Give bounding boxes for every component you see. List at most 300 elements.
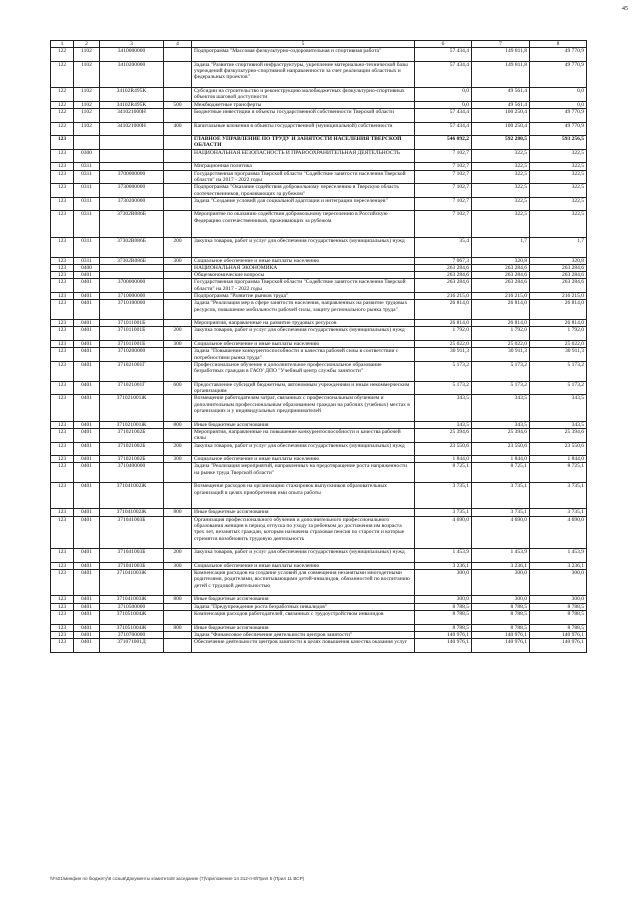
cell-expense-type bbox=[164, 516, 192, 549]
cell-section: 1102 bbox=[74, 122, 100, 136]
cell-target-article: 34102R495K bbox=[100, 88, 164, 102]
cell-expense-type bbox=[164, 348, 192, 362]
cell-amount-2020: 7 102,7 bbox=[415, 170, 472, 184]
cell-amount-2022: 300,0 bbox=[530, 570, 587, 596]
cell-amount-2021: 322,5 bbox=[472, 149, 530, 163]
cell-amount-2022: 140 976,1 bbox=[530, 631, 587, 638]
table-row bbox=[51, 509, 587, 516]
cell-amount-2021: 49 561,4 bbox=[472, 101, 530, 108]
cell-amount-2020: 7 067,3 bbox=[415, 257, 472, 264]
cell-ministry: 123 bbox=[51, 184, 74, 198]
cell-amount-2022: 3 236,1 bbox=[530, 562, 587, 569]
cell-section: 0311 bbox=[74, 257, 100, 264]
cell-amount-2021: 1,7 bbox=[472, 237, 530, 257]
cell-amount-2021: 140 976,1 bbox=[472, 639, 530, 653]
cell-amount-2022: 49 770,9 bbox=[530, 48, 587, 62]
cell-name: Организация профессионального обучения и дополнительного профессионального образования женщин в период отпуска по уходу за ребенком до достижения им возраста трех лет, незанятых граждан, которым назначена страховая пенсия по старости и которые стремятся возобновить трудовую деятельность bbox=[192, 516, 415, 549]
cell-name: Задача "Развитие спортивной инфраструктуры, укрепление материально-технической базы учреждений физкультурно-спортивной направленности за счет реализации областных и федеральных проектов" bbox=[192, 61, 415, 87]
cell-amount-2020: 3 735,1 bbox=[415, 483, 472, 509]
cell-ministry: 123 bbox=[51, 442, 74, 456]
cell-expense-type bbox=[164, 279, 192, 293]
cell-amount-2020: 263 284,6 bbox=[415, 279, 472, 293]
cell-section: 1102 bbox=[74, 48, 100, 62]
cell-expense-type bbox=[164, 395, 192, 421]
cell-name: Закупка товаров, работ и услуг для обеспечения государственных (муниципальных) нужд bbox=[192, 327, 415, 341]
cell-amount-2021: 343,5 bbox=[472, 395, 530, 421]
cell-ministry: 123 bbox=[51, 341, 74, 348]
cell-target-article: 371041003Б bbox=[100, 516, 164, 549]
budget-table-sheet bbox=[50, 40, 586, 653]
cell-amount-2021: 1 453,9 bbox=[472, 549, 530, 563]
cell-name: Задача "Финансовое обеспечение деятельности центров занятости" bbox=[192, 631, 415, 638]
cell-target-article: 341021000Н bbox=[100, 122, 164, 136]
table-row bbox=[51, 428, 587, 442]
cell-target-article: 371021001Г bbox=[100, 361, 164, 381]
cell-amount-2020: 7 102,7 bbox=[415, 211, 472, 237]
cell-amount-2022: 1,7 bbox=[530, 237, 587, 257]
table-row bbox=[51, 361, 587, 381]
cell-amount-2020: 23 550,6 bbox=[415, 442, 472, 456]
table-row bbox=[51, 639, 587, 653]
cell-name: Социальное обеспечение и иные выплаты населению bbox=[192, 257, 415, 264]
cell-section: 0401 bbox=[74, 279, 100, 293]
cell-name: Подпрограмма "Оказание содействия добровольному переселению в Тверскую область соотечественников, проживающих за рубежом" bbox=[192, 184, 415, 198]
cell-name: Иные бюджетные ассигнования bbox=[192, 421, 415, 428]
table-row bbox=[51, 562, 587, 569]
cell-ministry: 123 bbox=[51, 516, 74, 549]
cell-name: Профессиональное обучение и дополнительное профессиональное образование безработных граждан в ГАОУ ДПО "Учебный центр службы занятости" bbox=[192, 361, 415, 381]
cell-section: 0401 bbox=[74, 639, 100, 653]
cell-amount-2022: 26 814,0 bbox=[530, 300, 587, 320]
cell-amount-2020: 7 102,7 bbox=[415, 163, 472, 170]
cell-expense-type bbox=[164, 272, 192, 279]
cell-target-article: 3410000000 bbox=[100, 48, 164, 62]
cell-amount-2020: 8 788,5 bbox=[415, 610, 472, 624]
cell-amount-2022: 0,0 bbox=[530, 88, 587, 102]
cell-name: Задача "Реализация мер в сфере занятости населения, направленных на развитие трудовых ресурсов, повышение мобильности рабочей силы, защиту регионального рынка труда" bbox=[192, 300, 415, 320]
table-row bbox=[51, 149, 587, 163]
cell-ministry: 123 bbox=[51, 279, 74, 293]
cell-ministry: 122 bbox=[51, 48, 74, 62]
cell-expense-type: 300 bbox=[164, 456, 192, 463]
cell-amount-2021: 8 788,5 bbox=[472, 624, 530, 631]
cell-ministry: 123 bbox=[51, 631, 74, 638]
cell-amount-2021: 322,5 bbox=[472, 211, 530, 237]
cell-amount-2020: 8 788,5 bbox=[415, 603, 472, 610]
cell-amount-2020: 5 173,2 bbox=[415, 381, 472, 395]
cell-ministry: 123 bbox=[51, 348, 74, 362]
cell-amount-2020: 546 092,2 bbox=[415, 136, 472, 150]
cell-amount-2021: 3 735,1 bbox=[472, 509, 530, 516]
col-7-header: 7 bbox=[472, 41, 530, 48]
footer-file-path: \\Fs01\минфин по бюджету\8 созыв\Документы комитета\8 заседание (7)\приложение 14 312-п-8\Прил 5 (Прил 11 ВСР) bbox=[50, 876, 305, 881]
cell-name: Миграционная политика bbox=[192, 163, 415, 170]
cell-amount-2022: 322,5 bbox=[530, 170, 587, 184]
table-row bbox=[51, 197, 587, 211]
cell-target-article: 371021001Ж bbox=[100, 421, 164, 428]
cell-expense-type bbox=[164, 361, 192, 381]
cell-amount-2020: 300,0 bbox=[415, 570, 472, 596]
cell-target-article: 371021001Г bbox=[100, 381, 164, 395]
cell-name: Социальное обеспечение и иные выплаты населению bbox=[192, 456, 415, 463]
table-row bbox=[51, 279, 587, 293]
cell-amount-2022: 26 814,0 bbox=[530, 320, 587, 327]
cell-amount-2021: 140 976,1 bbox=[472, 631, 530, 638]
table-row bbox=[51, 101, 587, 108]
cell-amount-2022: 322,5 bbox=[530, 163, 587, 170]
cell-target-article: 3710100000 bbox=[100, 300, 164, 320]
table-row bbox=[51, 163, 587, 170]
cell-name: Государственная программа Тверской области "Содействие занятости населения Тверской области" на 2017 - 2022 годы bbox=[192, 279, 415, 293]
cell-amount-2020: 3 236,1 bbox=[415, 562, 472, 569]
table-row bbox=[51, 463, 587, 483]
cell-expense-type bbox=[164, 136, 192, 150]
cell-amount-2021: 8 788,5 bbox=[472, 603, 530, 610]
cell-section: 0401 bbox=[74, 341, 100, 348]
cell-expense-type bbox=[164, 320, 192, 327]
cell-amount-2021: 322,5 bbox=[472, 197, 530, 211]
cell-amount-2022: 49 770,9 bbox=[530, 61, 587, 87]
cell-amount-2022: 300,0 bbox=[530, 596, 587, 603]
cell-amount-2022: 322,5 bbox=[530, 149, 587, 163]
table-row bbox=[51, 516, 587, 549]
cell-amount-2021: 4 690,0 bbox=[472, 516, 530, 549]
cell-name: Иные бюджетные ассигнования bbox=[192, 596, 415, 603]
cell-expense-type: 800 bbox=[164, 596, 192, 603]
cell-amount-2021: 322,5 bbox=[472, 170, 530, 184]
cell-section: 0311 bbox=[74, 197, 100, 211]
page-number: 45 bbox=[622, 6, 628, 12]
table-row bbox=[51, 624, 587, 631]
table-row bbox=[51, 320, 587, 327]
cell-section: 0401 bbox=[74, 610, 100, 624]
cell-section: 0401 bbox=[74, 272, 100, 279]
cell-amount-2021: 320,8 bbox=[472, 257, 530, 264]
cell-target-article: 371021002Б bbox=[100, 442, 164, 456]
cell-amount-2020: 263 284,6 bbox=[415, 272, 472, 279]
cell-target-article: 3730000000 bbox=[100, 184, 164, 198]
cell-amount-2021: 343,5 bbox=[472, 421, 530, 428]
table-row bbox=[51, 61, 587, 87]
table-row bbox=[51, 327, 587, 341]
cell-target-article bbox=[100, 149, 164, 163]
cell-name: Закупка товаров, работ и услуг для обеспечения государственных (муниципальных) нужд bbox=[192, 237, 415, 257]
cell-amount-2021: 149 811,8 bbox=[472, 61, 530, 87]
cell-ministry: 123 bbox=[51, 570, 74, 596]
cell-amount-2022: 263 284,6 bbox=[530, 279, 587, 293]
cell-amount-2021: 149 811,8 bbox=[472, 48, 530, 62]
cell-amount-2022: 263 284,6 bbox=[530, 272, 587, 279]
cell-ministry: 123 bbox=[51, 320, 74, 327]
cell-target-article bbox=[100, 163, 164, 170]
cell-section: 0401 bbox=[74, 361, 100, 381]
cell-amount-2020: 343,5 bbox=[415, 421, 472, 428]
cell-name: Мероприятия, направленные на повышение конкурентоспособности и качества рабочей силы bbox=[192, 428, 415, 442]
cell-amount-2020: 8 725,1 bbox=[415, 463, 472, 483]
table-row bbox=[51, 603, 587, 610]
cell-section: 0401 bbox=[74, 624, 100, 631]
cell-target-article: 37302R086Б bbox=[100, 211, 164, 237]
cell-section: 1102 bbox=[74, 101, 100, 108]
cell-expense-type: 400 bbox=[164, 122, 192, 136]
cell-ministry: 122 bbox=[51, 108, 74, 122]
cell-amount-2021: 1 792,0 bbox=[472, 327, 530, 341]
cell-name: Субсидии на строительство и реконструкцию малобюджетных физкультурно-спортивных объектов шаговой доступности bbox=[192, 88, 415, 102]
cell-amount-2021: 263 284,6 bbox=[472, 264, 530, 271]
cell-section: 0401 bbox=[74, 292, 100, 299]
cell-section: 0401 bbox=[74, 421, 100, 428]
cell-ministry: 123 bbox=[51, 421, 74, 428]
cell-amount-2020: 57 434,4 bbox=[415, 108, 472, 122]
cell-target-article: 3710500000 bbox=[100, 603, 164, 610]
cell-amount-2021: 23 550,6 bbox=[472, 442, 530, 456]
cell-name: Закупка товаров, работ и услуг для обеспечения государственных (муниципальных) нужд bbox=[192, 442, 415, 456]
cell-target-article: 371041003Ж bbox=[100, 570, 164, 596]
table-row bbox=[51, 631, 587, 638]
cell-ministry: 122 bbox=[51, 122, 74, 136]
cell-amount-2022: 263 284,6 bbox=[530, 264, 587, 271]
cell-amount-2021: 5 173,2 bbox=[472, 381, 530, 395]
cell-amount-2020: 57 434,4 bbox=[415, 122, 472, 136]
cell-section: 0311 bbox=[74, 163, 100, 170]
cell-expense-type bbox=[164, 483, 192, 509]
cell-section: 0401 bbox=[74, 320, 100, 327]
cell-expense-type bbox=[164, 631, 192, 638]
cell-name: Задача "Предупреждение роста безработных инвалидов" bbox=[192, 603, 415, 610]
cell-amount-2020: 26 814,0 bbox=[415, 300, 472, 320]
cell-amount-2022: 49 770,9 bbox=[530, 108, 587, 122]
cell-amount-2022: 25 022,0 bbox=[530, 341, 587, 348]
cell-ministry: 123 bbox=[51, 395, 74, 421]
cell-section: 0311 bbox=[74, 184, 100, 198]
cell-amount-2020: 7 102,7 bbox=[415, 197, 472, 211]
cell-expense-type: 200 bbox=[164, 327, 192, 341]
cell-amount-2022: 8 788,5 bbox=[530, 610, 587, 624]
cell-expense-type: 800 bbox=[164, 509, 192, 516]
cell-ministry: 123 bbox=[51, 292, 74, 299]
cell-amount-2021: 25 022,0 bbox=[472, 341, 530, 348]
cell-amount-2022: 1 792,0 bbox=[530, 327, 587, 341]
cell-expense-type bbox=[164, 197, 192, 211]
table-row bbox=[51, 395, 587, 421]
cell-target-article: 371051004Ж bbox=[100, 610, 164, 624]
cell-expense-type bbox=[164, 570, 192, 596]
cell-name: Предоставление субсидий бюджетным, автономным учреждениям и иным некоммерческим организациям bbox=[192, 381, 415, 395]
cell-amount-2020: 216 215,0 bbox=[415, 292, 472, 299]
cell-target-article: 371041003Ж bbox=[100, 596, 164, 603]
table-row bbox=[51, 341, 587, 348]
cell-expense-type: 200 bbox=[164, 442, 192, 456]
cell-amount-2020: 7 102,7 bbox=[415, 149, 472, 163]
cell-amount-2021: 322,5 bbox=[472, 163, 530, 170]
cell-expense-type: 300 bbox=[164, 257, 192, 264]
cell-section: 0401 bbox=[74, 348, 100, 362]
cell-section: 0401 bbox=[74, 596, 100, 603]
cell-amount-2020: 57 434,4 bbox=[415, 48, 472, 62]
cell-section: 0401 bbox=[74, 428, 100, 442]
table-row bbox=[51, 610, 587, 624]
cell-amount-2020: 35,4 bbox=[415, 237, 472, 257]
cell-target-article: 3710400000 bbox=[100, 463, 164, 483]
cell-expense-type bbox=[164, 48, 192, 62]
cell-ministry: 123 bbox=[51, 639, 74, 653]
cell-amount-2020: 343,5 bbox=[415, 395, 472, 421]
table-row bbox=[51, 483, 587, 509]
cell-name: Социальное обеспечение и иные выплаты населению bbox=[192, 341, 415, 348]
cell-target-article bbox=[100, 264, 164, 271]
cell-expense-type: 200 bbox=[164, 549, 192, 563]
cell-target-article: 3730200000 bbox=[100, 197, 164, 211]
cell-target-article bbox=[100, 272, 164, 279]
cell-amount-2022: 25 394,6 bbox=[530, 428, 587, 442]
cell-expense-type bbox=[164, 88, 192, 102]
cell-amount-2022: 322,5 bbox=[530, 184, 587, 198]
cell-expense-type bbox=[164, 108, 192, 122]
cell-amount-2021: 26 814,0 bbox=[472, 300, 530, 320]
cell-amount-2020: 25 394,6 bbox=[415, 428, 472, 442]
cell-ministry: 123 bbox=[51, 562, 74, 569]
col-2-header: 2 bbox=[74, 41, 100, 48]
cell-section bbox=[74, 136, 100, 150]
col-1-header: 1 bbox=[51, 41, 74, 48]
cell-amount-2021: 5 173,2 bbox=[472, 361, 530, 381]
cell-amount-2022: 8 725,1 bbox=[530, 463, 587, 483]
col-4-header: 4 bbox=[164, 41, 192, 48]
cell-section: 0401 bbox=[74, 381, 100, 395]
cell-name: Задача "Реализация мероприятий, направленных на предотвращение роста напряженности на рынке труда Тверской области" bbox=[192, 463, 415, 483]
cell-target-article: 371041002Ж bbox=[100, 483, 164, 509]
cell-amount-2021: 25 394,6 bbox=[472, 428, 530, 442]
cell-name: Возмещение работодателям затрат, связанных с профессиональным обучением и дополнительным профессиональным образованием граждан на рабочих (учебных) местах в организациях и у индивидуальных предпринимателей bbox=[192, 395, 415, 421]
cell-target-article: 3700000000 bbox=[100, 170, 164, 184]
cell-name: Бюджетные инвестиции в объекты государственной собственности Тверской области bbox=[192, 108, 415, 122]
cell-amount-2020: 4 690,0 bbox=[415, 516, 472, 549]
cell-section: 0401 bbox=[74, 549, 100, 563]
cell-expense-type bbox=[164, 639, 192, 653]
cell-target-article: 37302R086Б bbox=[100, 237, 164, 257]
cell-ministry: 123 bbox=[51, 483, 74, 509]
cell-name: Подпрограмма "Развитие рынков труда" bbox=[192, 292, 415, 299]
cell-ministry: 122 bbox=[51, 88, 74, 102]
cell-expense-type bbox=[164, 428, 192, 442]
cell-section: 0401 bbox=[74, 631, 100, 638]
cell-name: Социальное обеспечение и иные выплаты населению bbox=[192, 562, 415, 569]
cell-name: Обеспечение деятельности центров занятости в целях повышения качества оказания услуг bbox=[192, 639, 415, 653]
cell-target-article: 3710000000 bbox=[100, 292, 164, 299]
cell-section: 0401 bbox=[74, 327, 100, 341]
col-6-header: 6 bbox=[415, 41, 472, 48]
cell-amount-2020: 300,0 bbox=[415, 596, 472, 603]
cell-name: Капитальные вложения в объекты государственной (муниципальной) собственности bbox=[192, 122, 415, 136]
table-row bbox=[51, 456, 587, 463]
cell-amount-2022: 23 550,6 bbox=[530, 442, 587, 456]
cell-amount-2021: 3 236,1 bbox=[472, 562, 530, 569]
table-row bbox=[51, 442, 587, 456]
cell-amount-2020: 30 911,3 bbox=[415, 348, 472, 362]
cell-expense-type: 800 bbox=[164, 421, 192, 428]
cell-amount-2022: 593 256,5 bbox=[530, 136, 587, 150]
cell-amount-2021: 1 844,0 bbox=[472, 456, 530, 463]
cell-ministry: 123 bbox=[51, 327, 74, 341]
cell-expense-type: 600 bbox=[164, 381, 192, 395]
cell-target-article: 371071001Д bbox=[100, 639, 164, 653]
cell-expense-type bbox=[164, 61, 192, 87]
cell-target-article: 37302R086Б bbox=[100, 257, 164, 264]
cell-target-article: 371011001Б bbox=[100, 341, 164, 348]
cell-amount-2022: 322,5 bbox=[530, 197, 587, 211]
cell-amount-2021: 8 725,1 bbox=[472, 463, 530, 483]
cell-name: Задача "Повышение конкурентоспособности и качества рабочей силы в соответствии с потребностями рынка труда" bbox=[192, 348, 415, 362]
cell-target-article: 3710200000 bbox=[100, 348, 164, 362]
cell-expense-type bbox=[164, 149, 192, 163]
table-row bbox=[51, 48, 587, 62]
cell-expense-type bbox=[164, 163, 192, 170]
cell-section: 1102 bbox=[74, 108, 100, 122]
cell-ministry: 123 bbox=[51, 428, 74, 442]
cell-amount-2022: 320,8 bbox=[530, 257, 587, 264]
cell-name: Компенсация расходов работодателей, связанных с трудоустройством инвалидов bbox=[192, 610, 415, 624]
cell-amount-2020: 140 976,1 bbox=[415, 631, 472, 638]
table-row bbox=[51, 264, 587, 271]
cell-section: 0401 bbox=[74, 570, 100, 596]
cell-amount-2022: 3 735,1 bbox=[530, 483, 587, 509]
cell-name: Межбюджетные трансферты bbox=[192, 101, 415, 108]
cell-ministry: 123 bbox=[51, 197, 74, 211]
cell-amount-2020: 5 173,2 bbox=[415, 361, 472, 381]
table-row bbox=[51, 211, 587, 237]
table-row bbox=[51, 88, 587, 102]
cell-amount-2020: 7 102,7 bbox=[415, 184, 472, 198]
cell-section: 0401 bbox=[74, 562, 100, 569]
cell-amount-2022: 49 770,9 bbox=[530, 122, 587, 136]
cell-name: НАЦИОНАЛЬНАЯ БЕЗОПАСНОСТЬ И ПРАВООХРАНИТЕЛЬНАЯ ДЕЯТЕЛЬНОСТЬ bbox=[192, 149, 415, 163]
cell-amount-2022: 0,0 bbox=[530, 101, 587, 108]
table-row bbox=[51, 108, 587, 122]
cell-name: Иные бюджетные ассигнования bbox=[192, 509, 415, 516]
cell-ministry: 123 bbox=[51, 170, 74, 184]
cell-ministry: 123 bbox=[51, 272, 74, 279]
table-row bbox=[51, 381, 587, 395]
cell-ministry: 123 bbox=[51, 549, 74, 563]
cell-target-article bbox=[100, 136, 164, 150]
cell-target-article: 3700000000 bbox=[100, 279, 164, 293]
cell-amount-2020: 1 792,0 bbox=[415, 327, 472, 341]
cell-name: НАЦИОНАЛЬНАЯ ЭКОНОМИКА bbox=[192, 264, 415, 271]
table-row bbox=[51, 122, 587, 136]
cell-target-article: 34102R495K bbox=[100, 101, 164, 108]
cell-expense-type: 300 bbox=[164, 341, 192, 348]
cell-amount-2022: 3 735,1 bbox=[530, 509, 587, 516]
cell-amount-2021: 300,0 bbox=[472, 570, 530, 596]
table-row bbox=[51, 257, 587, 264]
cell-amount-2020: 263 284,6 bbox=[415, 264, 472, 271]
cell-amount-2020: 3 735,1 bbox=[415, 509, 472, 516]
cell-ministry: 123 bbox=[51, 264, 74, 271]
cell-amount-2022: 30 911,3 bbox=[530, 348, 587, 362]
cell-amount-2021: 300,0 bbox=[472, 596, 530, 603]
cell-expense-type bbox=[164, 170, 192, 184]
cell-expense-type bbox=[164, 184, 192, 198]
cell-section: 1102 bbox=[74, 88, 100, 102]
cell-name: Подпрограмма "Массовая физкультурно-оздоровительная и спортивная работа" bbox=[192, 48, 415, 62]
cell-expense-type: 800 bbox=[164, 624, 192, 631]
cell-amount-2021: 263 284,6 bbox=[472, 279, 530, 293]
cell-target-article: 371041002Ж bbox=[100, 509, 164, 516]
cell-section: 0401 bbox=[74, 300, 100, 320]
cell-section: 0311 bbox=[74, 237, 100, 257]
cell-name: Мероприятия, направленные на развитие трудовых ресурсов bbox=[192, 320, 415, 327]
cell-expense-type bbox=[164, 300, 192, 320]
